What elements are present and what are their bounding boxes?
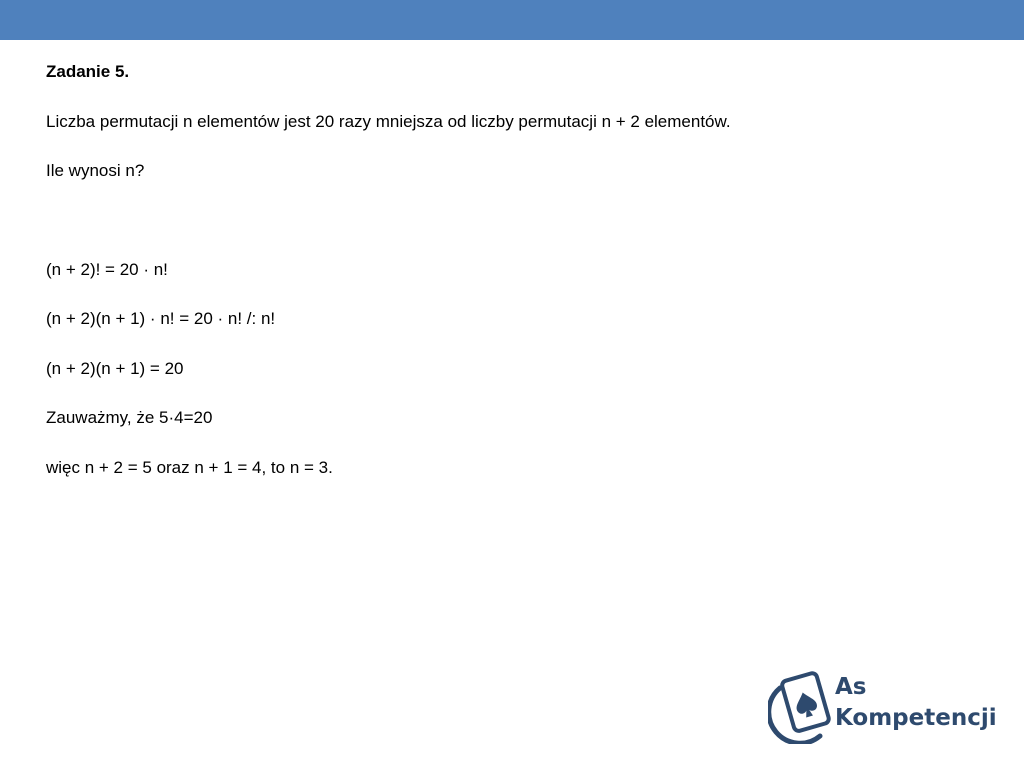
top-bar	[0, 0, 1024, 40]
logo-line-1: As	[835, 674, 867, 700]
spade-card-icon	[768, 668, 834, 744]
equation-line-3: (n + 2)(n + 1) = 20	[46, 359, 184, 378]
equation-line-1: (n + 2)! = 20 · n!	[46, 260, 168, 279]
problem-statement: Liczba permutacji n elementów jest 20 razy mniejsza od liczby permutacji n + 2 elementów.	[46, 112, 731, 131]
question-line: Ile wynosi n?	[46, 161, 145, 180]
as-kompetencji-logo	[768, 668, 998, 746]
conclusion-line: więc n + 2 = 5 oraz n + 1 = 4, to n = 3.	[46, 458, 333, 477]
equation-line-2: (n + 2)(n + 1) · n! = 20 · n! /: n!	[46, 309, 276, 328]
slide-title: Zadanie 5.	[46, 62, 130, 81]
logo-line-2: Kompetencji	[835, 705, 997, 731]
logo-wordmark	[835, 672, 997, 734]
observation-line: Zauważmy, że 5·4=20	[46, 408, 213, 427]
